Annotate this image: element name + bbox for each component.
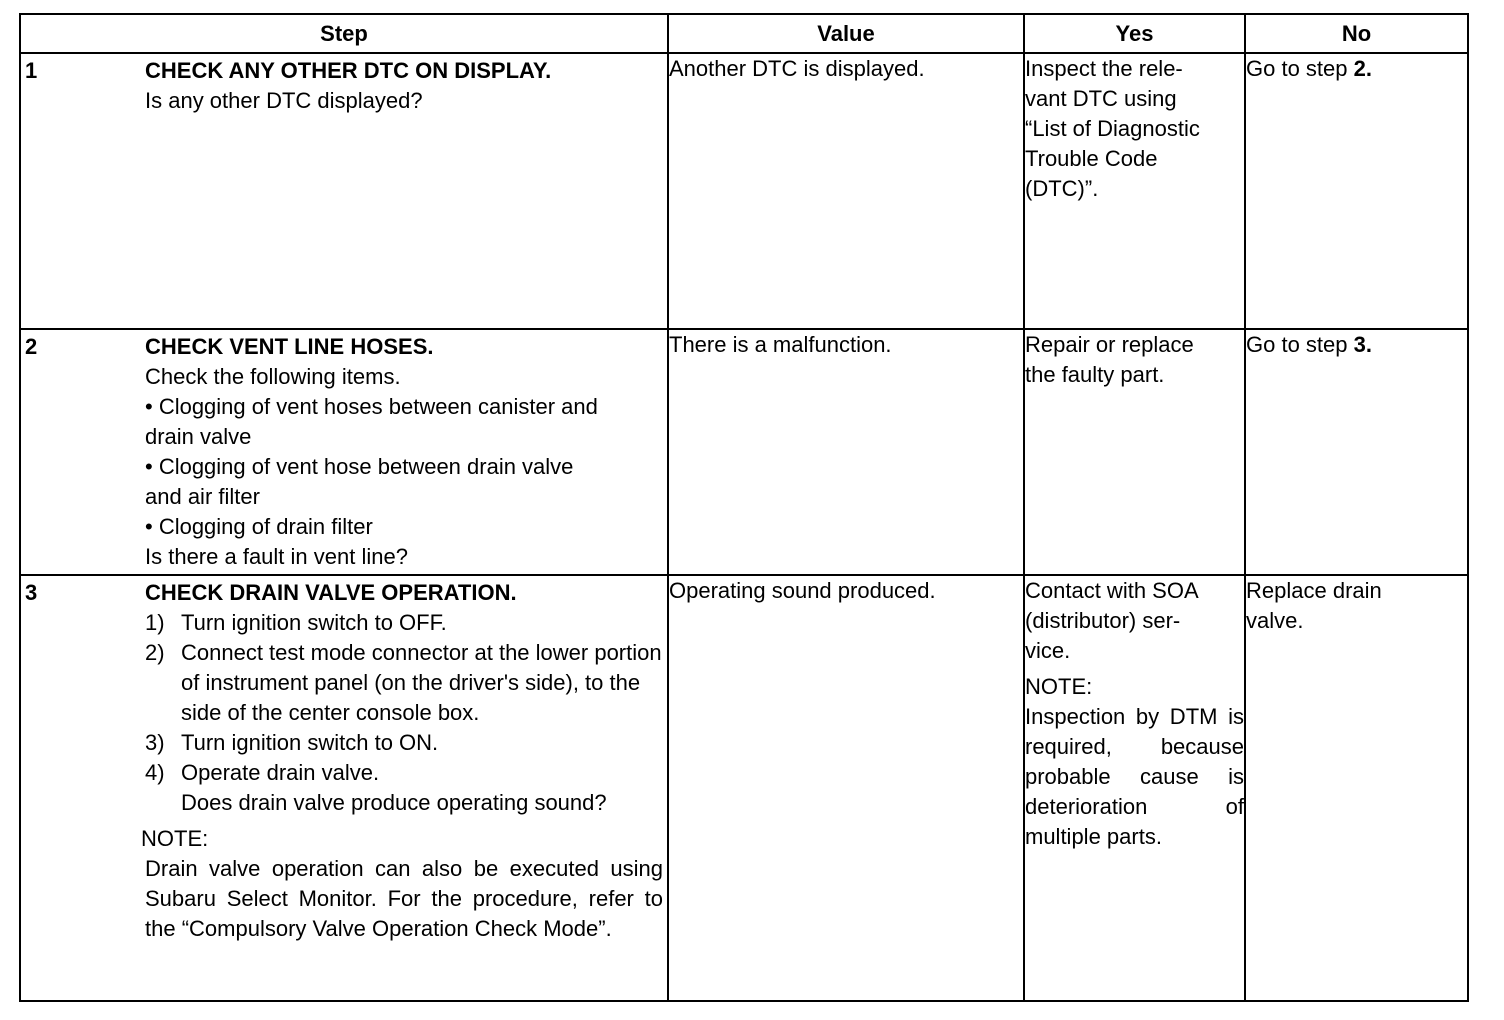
value-cell: There is a malfunction. — [668, 329, 1024, 575]
diagnostic-table — [19, 13, 1469, 1002]
step-number: 3 — [25, 580, 38, 605]
procedure-step: 3) Turn ignition switch to ON. — [145, 730, 439, 755]
step-line: • Clogging of drain filter — [145, 514, 373, 539]
step-cell — [20, 575, 668, 1001]
no-cell — [1245, 329, 1468, 575]
yes-cell — [1024, 575, 1245, 1001]
yes-line: the faulty part. — [1025, 362, 1165, 387]
yes-line: “List of Diagnostic — [1025, 116, 1200, 141]
step-cell — [20, 53, 668, 329]
step-line: and air filter — [145, 484, 260, 509]
note-label: NOTE: — [141, 826, 209, 851]
step-line: Is any other DTC displayed? — [145, 88, 423, 113]
no-line: valve. — [1246, 608, 1304, 633]
yes-line: vant DTC using — [1025, 86, 1177, 111]
step-cell — [20, 329, 668, 575]
yes-line: (distributor) ser- — [1025, 608, 1181, 633]
step-title: CHECK DRAIN VALVE OPERATION. — [145, 580, 517, 605]
procedure-step: 1) Turn ignition switch to OFF. — [145, 610, 447, 635]
header-value: Value — [668, 14, 1024, 53]
yes-line: vice. — [1025, 638, 1071, 663]
step-title: CHECK VENT LINE HOSES. — [145, 334, 434, 359]
no-cell — [1245, 53, 1468, 329]
step-line: • Clogging of vent hose between drain valve — [145, 454, 574, 479]
value-cell: Another DTC is displayed. — [668, 53, 1024, 329]
header-row — [20, 14, 1468, 53]
step-number: 2 — [25, 334, 38, 359]
yes-line: Contact with SOA — [1025, 578, 1199, 603]
table-row — [20, 329, 1468, 575]
step-line: • Clogging of vent hoses between canister and — [145, 394, 598, 419]
no-text: Go to step — [1246, 56, 1354, 81]
yes-cell — [1024, 329, 1245, 575]
yes-line: (DTC)”. — [1025, 176, 1099, 201]
step-line: drain valve — [145, 424, 252, 449]
header-yes: Yes — [1024, 14, 1245, 53]
no-text: Go to step — [1246, 332, 1354, 357]
yes-line: Inspect the rele- — [1025, 56, 1183, 81]
header-step: Step — [20, 14, 668, 53]
table-row — [20, 53, 1468, 329]
procedure-list — [145, 608, 663, 818]
yes-note-label: NOTE: — [1025, 674, 1093, 699]
step-title: CHECK ANY OTHER DTC ON DISPLAY. — [145, 58, 552, 83]
procedure-step: 4) Operate drain valve. Does drain valve produce operating sound? — [145, 760, 607, 815]
step-line: Is there a fault in vent line? — [145, 544, 408, 569]
yes-cell — [1024, 53, 1245, 329]
procedure-step: 2) Connect test mode connector at the lower portion of instrument panel (on the driver's side), to the side of the center console box. — [145, 640, 662, 725]
no-line: Replace drain — [1246, 578, 1382, 603]
yes-line: Trouble Code — [1025, 146, 1158, 171]
no-cell — [1245, 575, 1468, 1001]
value-cell: Operating sound produced. — [668, 575, 1024, 1001]
table-row — [20, 575, 1468, 1001]
step-question: Does drain valve produce operating sound? — [181, 790, 607, 815]
yes-note-text: Inspection by DTM is required, because probable cause is deterioration of multiple parts. — [1025, 704, 1244, 849]
header-no: No — [1245, 14, 1468, 53]
no-step-ref: 3. — [1353, 332, 1372, 357]
yes-line: Repair or replace — [1025, 332, 1194, 357]
note-text: Drain valve operation can also be executed using Subaru Select Monitor. For the procedure, refer to the “Compulsory Valve Operation Check Mode”. — [145, 856, 663, 941]
step-line: Check the following items. — [145, 364, 401, 389]
no-step-ref: 2. — [1353, 56, 1372, 81]
step-number: 1 — [25, 58, 38, 83]
